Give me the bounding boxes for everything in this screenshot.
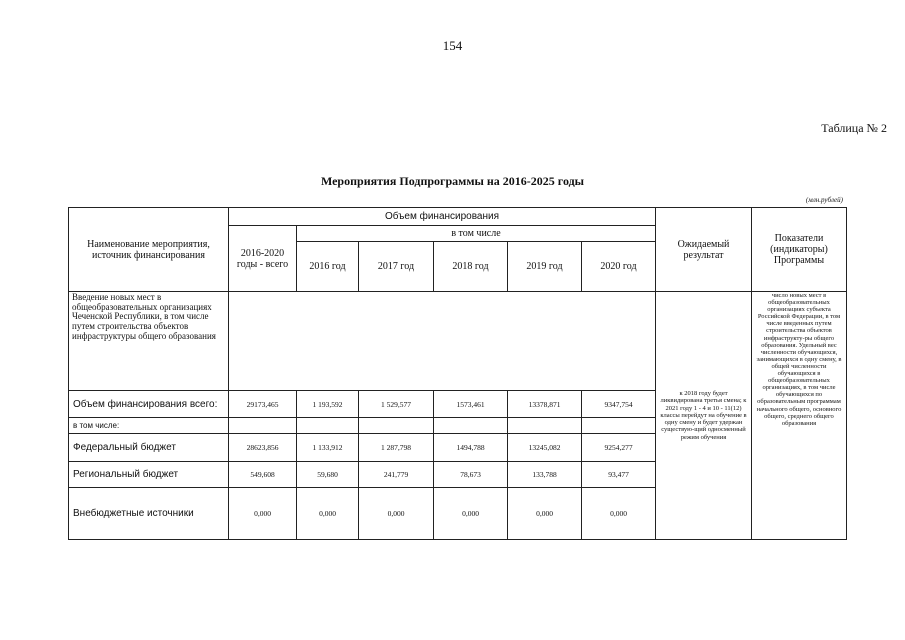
value-cell: 9347,754 [582,391,656,418]
row-label: в том числе: [69,418,229,434]
value-cell [582,418,656,434]
header-expected-result: Ожидаемый результат [656,208,752,292]
header-total: 2016-2020 годы - всего [229,226,297,292]
value-cell: 59,680 [297,462,359,488]
value-cell: 1573,461 [434,391,508,418]
value-cell: 241,779 [359,462,434,488]
expected-result-text: к 2018 году будет ликвидирована третья смена; к 2021 году 1 - 4 и 10 - 11(12) классы перейдут на обучение в одну смену и будет удержан существую-щий односменный режим обучения [656,292,752,540]
header-name-cell: Наименование мероприятия, источник финансирования [69,208,229,292]
row-label: Региональный бюджет [69,462,229,488]
row-label: Внебюджетные источники [69,488,229,540]
value-cell: 1 529,577 [359,391,434,418]
event-description: Введение новых мест в общеобразовательных организациях Чеченской Республики, в том числе путем строительства объектов инфраструктуры общего образования [69,292,229,391]
value-cell: 0,000 [582,488,656,540]
header-year-2017: 2017 год [359,242,434,292]
value-cell [434,418,508,434]
value-cell [229,418,297,434]
value-cell: 549,608 [229,462,297,488]
units-note: (млн.рублей) [805,196,843,204]
row-label: Федеральный бюджет [69,434,229,462]
indicators-text: число новых мест в общеобразовательных организациях субъекта Российской Федерации, в том числе введенных путем строительства объектов инфраструкту-ры общего образования. Удельный вес численности обучающихся, занимающихся в одну смену, в общей численности обучающихся в общеобразовательных организациях, в том числе обучающихся по образовательным программам начального общего, основного общего, среднего общего образования [752,292,847,540]
value-cell: 13245,082 [508,434,582,462]
value-cell [297,418,359,434]
page-number: 154 [442,38,463,53]
value-cell: 0,000 [359,488,434,540]
value-cell: 93,477 [582,462,656,488]
header-indicators: Показатели (индикаторы) Программы [752,208,847,292]
header-year-2020: 2020 год [582,242,656,292]
header-including: в том числе [297,226,656,242]
table-label: Таблица № 2 [821,121,887,135]
value-cell [508,418,582,434]
value-cell: 28623,856 [229,434,297,462]
header-year-2018: 2018 год [434,242,508,292]
header-year-2019: 2019 год [508,242,582,292]
value-cell: 13378,871 [508,391,582,418]
value-cell: 1494,788 [434,434,508,462]
value-cell: 0,000 [508,488,582,540]
value-cell: 1 287,798 [359,434,434,462]
value-cell: 133,788 [508,462,582,488]
value-cell: 78,673 [434,462,508,488]
program-events-table [68,207,847,540]
value-cell: 0,000 [434,488,508,540]
row-label: Объем финансирования всего: [69,391,229,418]
value-cell: 0,000 [229,488,297,540]
value-cell [359,418,434,434]
header-year-2016: 2016 год [297,242,359,292]
header-funding-volume: Объем финансирования [229,208,656,226]
value-cell: 0,000 [297,488,359,540]
event-empty-cell [229,292,656,391]
value-cell: 29173,465 [229,391,297,418]
value-cell: 1 133,912 [297,434,359,462]
value-cell: 1 193,592 [297,391,359,418]
document-title: Мероприятия Подпрограммы на 2016-2025 годы [320,174,585,188]
value-cell: 9254,277 [582,434,656,462]
